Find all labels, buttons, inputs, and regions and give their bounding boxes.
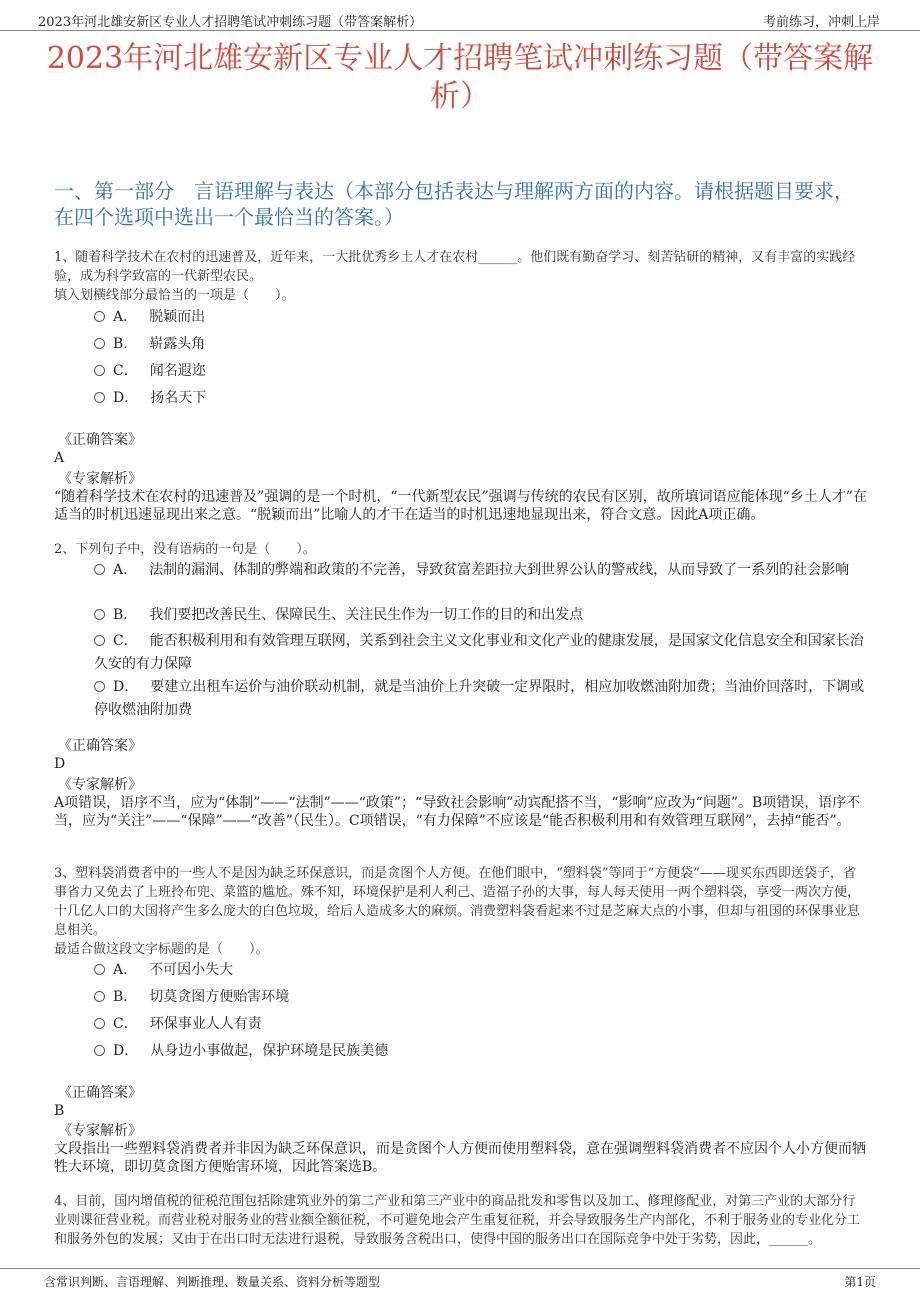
question-2-analysis: A项错误，语序不当，应为“体制”——“法制”——“政策”；“导致社会影响”动宾配搭不当，“影响”应改为“问题”。B项错误，语序不当，应为“关注”——“保障”——“改善”（民生）。C项错误，“有力保障”不应该是“能否积极利用和有效管理互联网”，去掉“能否”。 xyxy=(54,795,861,829)
answer-label: 《正确答案》 xyxy=(58,1085,142,1101)
question-3-option-d[interactable]: D． 从身边小事做起，保护环境是民族美德 xyxy=(94,1040,868,1063)
question-2-option-b[interactable]: B． 我们要把改善民生、保障民生、关注民生作为一切工作的目的和出发点 xyxy=(94,604,868,627)
question-1-answer: A xyxy=(54,450,65,466)
question-1-option-c[interactable]: C． 闻名遐迩 xyxy=(94,360,868,383)
question-3-option-a[interactable]: A． 不可因小失大 xyxy=(94,959,868,982)
question-1-option-a[interactable]: A． 脱颖而出 xyxy=(94,306,868,329)
footer-note: 含常识判断、言语理解、判断推理、数量关系、资料分析等题型 xyxy=(44,1275,381,1289)
radio-icon[interactable] xyxy=(94,1045,105,1056)
question-3-analysis: 文段指出一些塑料袋消费者并非因为缺乏环保意识，而是贪图个人方便而使用塑料袋，意在强调塑料袋消费者不应因个人小方便而牺牲大环境，即切莫贪图方便贻害环境，因此答案选B。 xyxy=(54,1141,866,1175)
question-3-stem: 3、塑料袋消费者中的一些人不是因为缺乏环保意识，而是贪图个人方便。在他们眼中，“塑料袋”等同于“方便袋”——现买东西即送袋子，省事省力又免去了上班拎布兜、菜篮的尴尬。殊不知，环境保护是利人利己、造福子孙的大事，每人每天使用一两个塑料袋，享受一两次方便，十几亿人口的大国将产生多么庞大的白色垃圾，给后人造成多大的麻烦。消费塑料袋看起来不过是芝麻大点的小事，但却与祖国的环保事业息息相关。 xyxy=(54,866,861,938)
radio-icon[interactable] xyxy=(94,365,105,376)
radio-icon[interactable] xyxy=(94,609,105,620)
question-2-option-d[interactable]: D． 要建立出租车运价与油价联动机制，就是当油价上升突破一定界限时，相应加收燃油附加费；当油价回落时，下调或停收燃油附加费 xyxy=(94,679,865,718)
page-number: 第1页 xyxy=(844,1275,876,1289)
question-3-answer: B xyxy=(54,1103,65,1119)
question-1-option-b[interactable]: B． 崭露头角 xyxy=(94,333,868,356)
radio-icon[interactable] xyxy=(94,635,105,646)
question-1-stem: 1、随着科学技术在农村的迅速普及，近年来，一大批优秀乡土人才在农村______。他们既有勤奋学习、刻苦钻研的精神，又有丰富的实践经验，成为科学致富的一代新型农民。 xyxy=(54,250,856,284)
radio-icon[interactable] xyxy=(94,681,105,692)
question-1-option-d[interactable]: D． 扬名天下 xyxy=(94,387,868,410)
answer-label: 《正确答案》 xyxy=(58,432,142,448)
radio-icon[interactable] xyxy=(94,991,105,1002)
radio-icon[interactable] xyxy=(94,964,105,975)
analysis-label: 《专家解析》 xyxy=(58,471,142,487)
question-2-option-a[interactable]: A． 法制的漏洞、体制的弊端和政策的不完善，导致贫富差距拉大到世界公认的警戒线，从而导致了一系列的社会影响 xyxy=(94,559,868,582)
page-header xyxy=(0,0,920,31)
question-3-prompt: 最适合做这段文字标题的是（ ）。 xyxy=(54,942,269,957)
radio-icon[interactable] xyxy=(94,311,105,322)
analysis-label: 《专家解析》 xyxy=(58,1123,142,1139)
question-2-answer: D xyxy=(54,756,66,772)
page-footer xyxy=(0,1268,920,1303)
radio-icon[interactable] xyxy=(94,564,105,575)
section-heading: 一、第一部分 言语理解与表达（本部分包括表达与理解两方面的内容。请根据题目要求，在四个选项中选出一个最恰当的答案。） xyxy=(54,179,854,229)
question-2-stem: 2、下列句子中，没有语病的一句是（ ）。 xyxy=(54,542,316,557)
question-2-option-c[interactable]: C． 能否积极利用和有效管理互联网，关系到社会主义文化事业和文化产业的健康发展，是国家文化信息安全和国家长治久安的有力保障 xyxy=(94,633,864,672)
radio-icon[interactable] xyxy=(94,338,105,349)
question-1-analysis: “随着科学技术在农村的迅速普及”强调的是一个时机，“一代新型农民”强调与传统的农民有区别，故所填词语应能体现“乡土人才”在适当的时机迅速显现出来之意。“脱颖而出”比喻人的才干在适当的时机迅速地显现出来，符合文意。因此A项正确。 xyxy=(54,489,867,523)
document-title: 2023年河北雄安新区专业人才招聘笔试冲刺练习题（带答案解析） xyxy=(46,41,874,114)
question-4-stem: 4、目前，国内增值税的征税范围包括除建筑业外的第二产业和第三产业中的商品批发和零售以及加工、修理修配业，对第三产业的大部分行业则课征营业税。而营业税对服务业的营业额全额征税，不可避免地会产生重复征税，并会导致服务生产内部化，不利于服务业的专业化分工和服务外包的发展；又由于在出口时无法进行退税，导致服务含税出口，使得中国的服务出口在国际竞争中处于劣势，因此，______。 xyxy=(54,1194,861,1247)
question-3-option-b[interactable]: B． 切莫贪图方便贻害环境 xyxy=(94,986,868,1009)
question-3-option-c[interactable]: C． 环保事业人人有责 xyxy=(94,1013,868,1036)
header-slogan: 考前练习，冲刺上岸 xyxy=(762,15,880,30)
header-doc-title: 2023年河北雄安新区专业人才招聘笔试冲刺练习题（带答案解析） xyxy=(38,15,423,30)
radio-icon[interactable] xyxy=(94,392,105,403)
answer-label: 《正确答案》 xyxy=(58,738,142,754)
question-1-prompt: 填入划横线部分最恰当的一项是（ ）。 xyxy=(54,288,295,303)
radio-icon[interactable] xyxy=(94,1018,105,1029)
analysis-label: 《专家解析》 xyxy=(58,777,142,793)
